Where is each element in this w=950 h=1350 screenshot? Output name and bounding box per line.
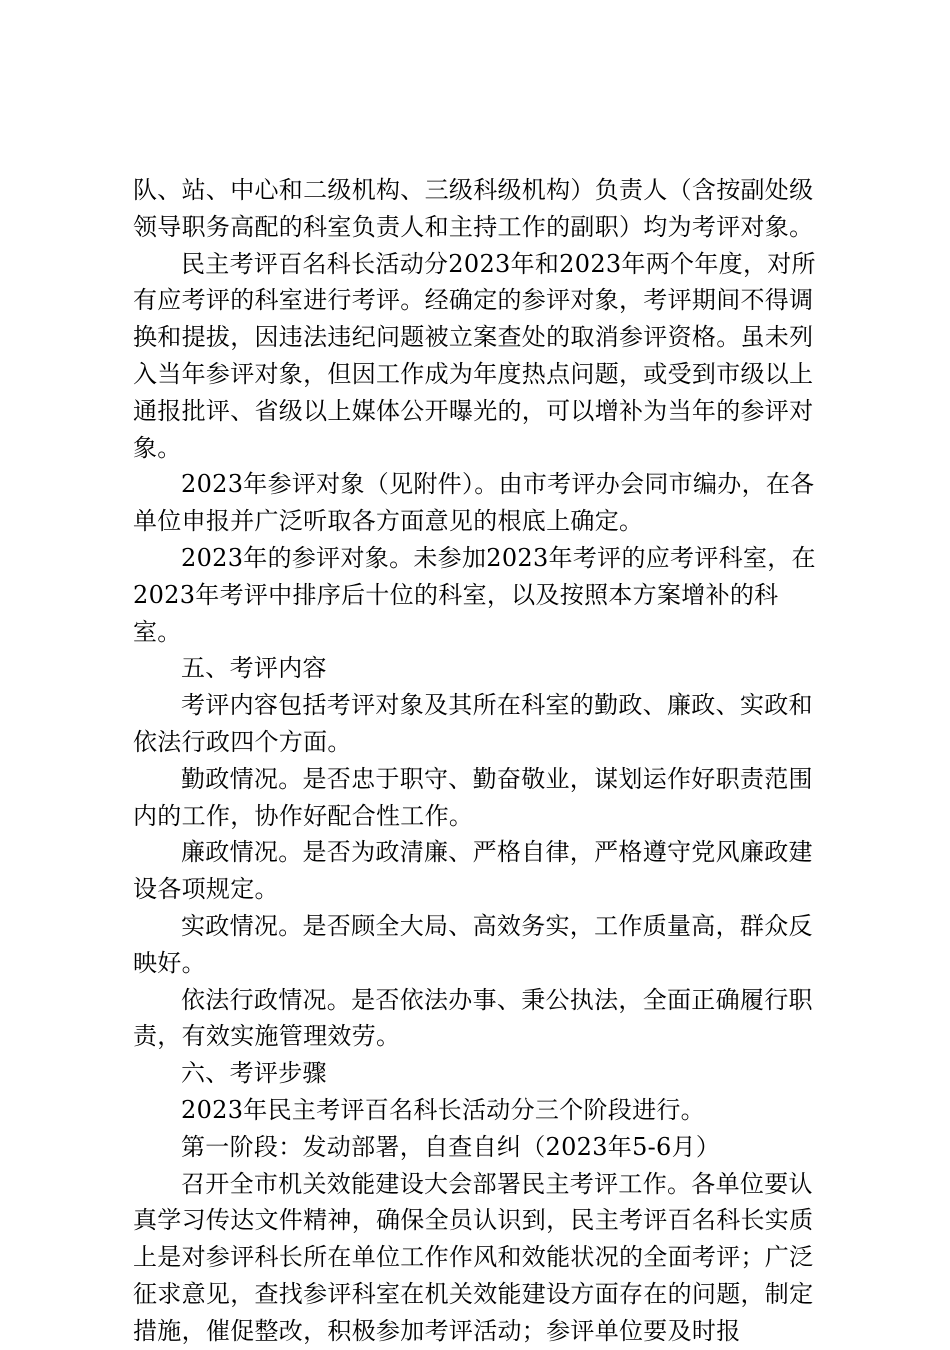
paragraph-12: 2023年民主考评百名科长活动分三个阶段进行。 [181, 1095, 705, 1124]
paragraph-7: 勤政情况。是否忠于职守、勤奋敬业，谋划运作好职责范围内的工作，协作好配合性工作。 [133, 764, 813, 830]
paragraph-2: 民主考评百名科长活动分2023年和2023年两个年度，对所有应考评的科室进行考评。经确定的参评对象，考评期间不得调换和提拔，因违法违纪问题被立案查处的取消参评资格。虽未列入当年参评对象，但因工作成为年度热点问题，或受到市级以上通报批评、省级以上媒体公开曝光的，可以增补为当年的参评对象。 [133, 249, 816, 462]
document-body [133, 172, 823, 1350]
paragraph-9: 实政情况。是否顾全大局、高效务实，工作质量高，群众反映好。 [133, 911, 813, 977]
paragraph-4: 2023年的参评对象。未参加2023年考评的应考评科室，在2023年考评中排序后十位的科室，以及按照本方案增补的科室。 [133, 543, 816, 646]
paragraph-10: 依法行政情况。是否依法办事、秉公执法，全面正确履行职责，有效实施管理效劳。 [133, 985, 813, 1051]
paragraph-14: 召开全市机关效能建设大会部署民主考评工作。各单位要认真学习传达文件精神，确保全员认识到，民主考评百名科长实质上是对参评科长所在单位工作作风和效能状况的全面考评；广泛征求意见，查找参评科室在机关效能建设方面存在的问题，制定措施，催促整改，积极参加考评活动；参评单位要及时报 [133, 1169, 814, 1345]
section-heading-11: 六、考评步骤 [181, 1059, 327, 1088]
paragraph-8: 廉政情况。是否为政清廉、严格自律，严格遵守党风廉政建设各项规定。 [133, 838, 813, 904]
paragraph-1: 队、站、中心和二级机构、三级科级机构）负责人（含按副处级领导职务高配的科室负责人和主持工作的副职）均为考评对象。 [133, 176, 814, 241]
paragraph-6: 考评内容包括考评对象及其所在科室的勤政、廉政、实政和依法行政四个方面。 [133, 691, 813, 756]
section-heading-5: 五、考评内容 [181, 654, 327, 683]
paragraph-3: 2023年参评对象（见附件）。由市考评办会同市编办，在各单位申报并广泛听取各方面意见的根底上确定。 [133, 470, 815, 536]
paragraph-13: 第一阶段：发动部署，自查自纠（2023年5-6月） [181, 1132, 721, 1161]
